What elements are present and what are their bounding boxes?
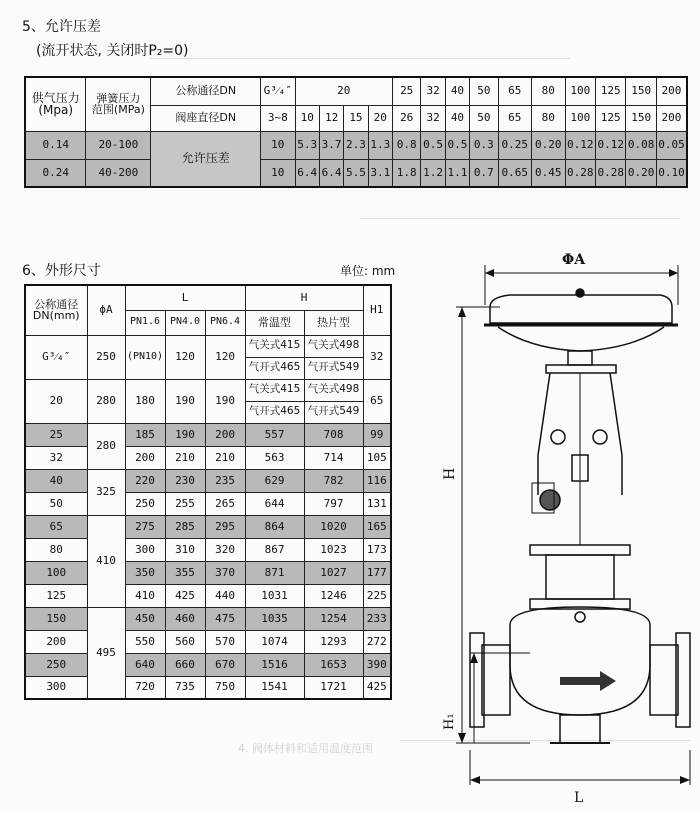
value-cell: 0.5: [445, 131, 469, 159]
valve-bonnet: [546, 555, 614, 599]
value-cell: 1.3: [368, 131, 392, 159]
h-normal-cell: 629: [245, 469, 304, 492]
pn64-cell: 475: [205, 607, 245, 630]
bleed-line: [360, 218, 680, 219]
h-heat-cell: 气开式549: [304, 357, 363, 379]
h-normal-cell: 1074: [245, 630, 304, 653]
seat-value: 12: [319, 105, 343, 131]
seat-value: 200: [656, 105, 687, 131]
arrow-up-icon: [470, 653, 478, 663]
h-heat-cell: 1293: [304, 630, 363, 653]
h1-cell: 173: [363, 538, 391, 561]
pn40-cell: 120: [165, 335, 205, 379]
seat-value: 50: [470, 105, 498, 131]
value-cell: 1.1: [445, 159, 469, 187]
phia-cell: 325: [87, 469, 125, 515]
dn-cell: 200: [25, 630, 87, 653]
h-normal-cell: 1516: [245, 653, 304, 676]
dn-value: 125: [596, 77, 626, 105]
pn64-cell: 750: [205, 676, 245, 699]
section5-subheading: (流开状态, 关闭时P₂=0): [36, 43, 189, 59]
h1-cell: 272: [363, 630, 391, 653]
phia-cell: 410: [87, 515, 125, 607]
seat-value: 100: [565, 105, 595, 131]
value-cell: 3.1: [368, 159, 392, 187]
bleed-text: 4. 阀体材料和适用温度范围: [238, 742, 373, 755]
h-heat-cell: 1023: [304, 538, 363, 561]
h-heat-cell: 797: [304, 492, 363, 515]
pn40-cell: 660: [165, 653, 205, 676]
arrow-left-icon: [485, 269, 494, 277]
h-heat-cell: 气开式549: [304, 401, 363, 423]
h-heat-cell: 1721: [304, 676, 363, 699]
pn40-cell: 285: [165, 515, 205, 538]
h1-cell: 99: [363, 423, 391, 446]
dn-cell: 25: [25, 423, 87, 446]
table-row: [25, 561, 391, 584]
range-cell: 40-200: [86, 159, 151, 187]
dn-cell: 50: [25, 492, 87, 515]
pn64-cell: 235: [205, 469, 245, 492]
h-heat-cell: 气关式498: [304, 379, 363, 401]
value-cell: 0.25: [498, 131, 532, 159]
table-row: [25, 159, 687, 187]
normal-type-header: 常温型: [245, 310, 304, 335]
pn40-cell: 190: [165, 423, 205, 446]
section5-heading: 5、允许压差: [22, 19, 101, 35]
h-normal-cell: 气关式415: [245, 379, 304, 401]
value-cell: 3.7: [319, 131, 343, 159]
pn40-cell: 460: [165, 607, 205, 630]
pn64-cell: 295: [205, 515, 245, 538]
h-normal-cell: 气开式465: [245, 401, 304, 423]
dn-value: 32: [421, 77, 445, 105]
dn-value: 50: [470, 77, 498, 105]
h-heat-cell: 1653: [304, 653, 363, 676]
h-heat-cell: 1020: [304, 515, 363, 538]
pn64-cell: 265: [205, 492, 245, 515]
h-normal-cell: 1035: [245, 607, 304, 630]
pn16-cell: 300: [125, 538, 165, 561]
pn16-cell: 640: [125, 653, 165, 676]
dn-cell: 250: [25, 653, 87, 676]
h1-cell: 32: [363, 335, 391, 379]
pn64-cell: 670: [205, 653, 245, 676]
h-heat-cell: 1246: [304, 584, 363, 607]
dn-cell: 125: [25, 584, 87, 607]
seat-value: 26: [392, 105, 420, 131]
value-cell: 6.4: [295, 159, 319, 187]
valve-body: [510, 607, 650, 715]
yoke-hole-icon: [593, 430, 607, 444]
pn40-cell: 735: [165, 676, 205, 699]
pn16-cell: 350: [125, 561, 165, 584]
h1-cell: 390: [363, 653, 391, 676]
pn64-cell: 320: [205, 538, 245, 561]
yoke-hole-icon: [551, 430, 565, 444]
pn16-cell: 450: [125, 607, 165, 630]
table-row: [25, 469, 391, 492]
table-row: [25, 335, 391, 357]
pn64-cell: 570: [205, 630, 245, 653]
table-row: [25, 538, 391, 561]
h-normal-cell: 644: [245, 492, 304, 515]
value-cell: 0.05: [656, 131, 687, 159]
seat-value: 32: [421, 105, 445, 131]
table-row: [25, 446, 391, 469]
pn16-cell: 200: [125, 446, 165, 469]
pn40-cell: 560: [165, 630, 205, 653]
pn16-cell: 185: [125, 423, 165, 446]
supply-pressure-header: 供气压力 (Mpa): [25, 77, 86, 131]
phia-header: ϕA: [87, 285, 125, 335]
value-cell: 0.20: [626, 159, 656, 187]
left-pipe: [482, 645, 510, 715]
pressure-cell: 0.14: [25, 131, 86, 159]
arrow-left-icon: [470, 776, 480, 784]
h1-label: H₁: [442, 713, 457, 730]
seat-value: 65: [498, 105, 532, 131]
h1-header: H1: [363, 285, 391, 335]
flow-arrow-icon: [600, 671, 616, 691]
table-row: [25, 584, 391, 607]
pn40-cell: 355: [165, 561, 205, 584]
table-row: [25, 607, 391, 630]
value-cell: 10: [261, 159, 296, 187]
value-cell: 5.3: [295, 131, 319, 159]
dn-cell: 32: [25, 446, 87, 469]
seat-value: 125: [596, 105, 626, 131]
pn40-cell: 310: [165, 538, 205, 561]
dn-value: 25: [392, 77, 420, 105]
allow-pressure-label: 允许压差: [151, 131, 261, 187]
pn40-cell: 425: [165, 584, 205, 607]
h-normal-cell: 871: [245, 561, 304, 584]
pn16-cell: 410: [125, 584, 165, 607]
pn64-cell: 200: [205, 423, 245, 446]
h-normal-cell: 867: [245, 538, 304, 561]
value-cell: 0.5: [421, 131, 445, 159]
h-label: H: [442, 467, 458, 480]
l-header: L: [125, 285, 245, 310]
dn-value: 65: [498, 77, 532, 105]
value-cell: 0.10: [656, 159, 687, 187]
pn64-cell: 210: [205, 446, 245, 469]
dn-cell: G³⁄₄″: [25, 335, 87, 379]
pn16-cell: 180: [125, 379, 165, 423]
dimensions-table: [24, 284, 392, 700]
h1-cell: 65: [363, 379, 391, 423]
h-normal-cell: 气开式465: [245, 357, 304, 379]
pn40-cell: 210: [165, 446, 205, 469]
h-heat-cell: 1254: [304, 607, 363, 630]
phia-label: ΦA: [562, 252, 586, 268]
spring-range-header: 弹簧压力 范围(MPa): [86, 77, 151, 131]
pressure-cell: 0.24: [25, 159, 86, 187]
pn64-cell: 120: [205, 335, 245, 379]
positioner-knob-icon: [540, 490, 560, 510]
section6-heading: 6、外形尺寸: [22, 263, 101, 279]
table-row: [25, 630, 391, 653]
dn-header: 公称通径 DN(mm): [25, 285, 87, 335]
table-row: [25, 379, 391, 401]
h1-cell: 177: [363, 561, 391, 584]
unit-label: 单位: mm: [340, 264, 396, 278]
h1-cell: 425: [363, 676, 391, 699]
dn-cell: 40: [25, 469, 87, 492]
phia-cell: 250: [87, 335, 125, 379]
value-cell: 0.20: [532, 131, 566, 159]
dn-cell: 100: [25, 561, 87, 584]
dn-value: 100: [565, 77, 595, 105]
pn16-cell: 220: [125, 469, 165, 492]
h1-cell: 105: [363, 446, 391, 469]
pn64-cell: 370: [205, 561, 245, 584]
value-cell: 0.08: [626, 131, 656, 159]
table-row: [25, 131, 687, 159]
pn16-cell: 720: [125, 676, 165, 699]
h-heat-cell: 714: [304, 446, 363, 469]
arrow-down-icon: [458, 733, 466, 743]
h1-cell: 131: [363, 492, 391, 515]
h-normal-cell: 气关式415: [245, 335, 304, 357]
h1-cell: 165: [363, 515, 391, 538]
seat-dia-header: 阀座直径DN: [151, 105, 261, 131]
allowable-pressure-table: [24, 76, 688, 188]
h-heat-cell: 708: [304, 423, 363, 446]
value-cell: 2.3: [344, 131, 368, 159]
dn-value: 80: [532, 77, 566, 105]
seat-value: 20: [368, 105, 392, 131]
h1-cell: 225: [363, 584, 391, 607]
nominal-dn-header: 公称通径DN: [151, 77, 261, 105]
pn40-cell: 190: [165, 379, 205, 423]
pn64-cell: 440: [205, 584, 245, 607]
value-cell: 1.2: [421, 159, 445, 187]
phia-cell: 495: [87, 607, 125, 699]
pn16-header: PN1.6: [125, 310, 165, 335]
pn16-cell: 250: [125, 492, 165, 515]
dn-cell: 150: [25, 607, 87, 630]
pn64-header: PN6.4: [205, 310, 245, 335]
value-cell: 5.5: [344, 159, 368, 187]
dn-g34: G³⁄₄″: [261, 77, 296, 105]
value-cell: 0.45: [532, 159, 566, 187]
seat-value: 150: [626, 105, 656, 131]
pn16-cell: (PN10): [125, 335, 165, 379]
table-row: [25, 423, 391, 446]
value-cell: 0.12: [596, 131, 626, 159]
dn-cell: 65: [25, 515, 87, 538]
value-cell: 0.28: [565, 159, 595, 187]
value-cell: 0.12: [565, 131, 595, 159]
pn40-header: PN4.0: [165, 310, 205, 335]
pn16-cell: 550: [125, 630, 165, 653]
h-normal-cell: 557: [245, 423, 304, 446]
dn-cell: 80: [25, 538, 87, 561]
h-heat-cell: 气关式498: [304, 335, 363, 357]
pn40-cell: 230: [165, 469, 205, 492]
value-cell: 0.8: [392, 131, 420, 159]
value-cell: 0.65: [498, 159, 532, 187]
h-heat-cell: 782: [304, 469, 363, 492]
h-normal-cell: 1031: [245, 584, 304, 607]
table-row: [25, 515, 391, 538]
value-cell: 0.28: [596, 159, 626, 187]
h-normal-cell: 1541: [245, 676, 304, 699]
dn-value: 200: [656, 77, 687, 105]
l-label: L: [574, 790, 584, 806]
value-cell: 0.7: [470, 159, 498, 187]
range-cell: 20-100: [86, 131, 151, 159]
seat-value: 40: [445, 105, 469, 131]
dn-value: 20: [295, 77, 392, 105]
seat-value: 15: [344, 105, 368, 131]
table-row: [25, 676, 391, 699]
h1-cell: 116: [363, 469, 391, 492]
h-normal-cell: 864: [245, 515, 304, 538]
dn-cell: 300: [25, 676, 87, 699]
value-cell: 6.4: [319, 159, 343, 187]
seat-value: 80: [532, 105, 566, 131]
table-row: [25, 653, 391, 676]
right-pipe: [650, 645, 678, 715]
seat-value: 3~8: [261, 105, 296, 131]
bleed-line: [150, 58, 570, 59]
h-normal-cell: 563: [245, 446, 304, 469]
dn-value: 150: [626, 77, 656, 105]
value-cell: 1.8: [392, 159, 420, 187]
h1-cell: 233: [363, 607, 391, 630]
seat-value: 10: [295, 105, 319, 131]
value-cell: 10: [261, 131, 296, 159]
arrow-right-icon: [680, 776, 690, 784]
value-cell: 0.3: [470, 131, 498, 159]
arrow-up-icon: [458, 307, 466, 317]
dn-value: 40: [445, 77, 469, 105]
heat-type-header: 热片型: [304, 310, 363, 335]
table-row: [25, 492, 391, 515]
dn-cell: 20: [25, 379, 87, 423]
phia-cell: 280: [87, 379, 125, 423]
phia-cell: 280: [87, 423, 125, 469]
pn16-cell: 275: [125, 515, 165, 538]
h-heat-cell: 1027: [304, 561, 363, 584]
pn64-cell: 190: [205, 379, 245, 423]
h-header: H: [245, 285, 363, 310]
actuator-bottom: [498, 327, 664, 351]
pn40-cell: 255: [165, 492, 205, 515]
arrow-right-icon: [669, 269, 678, 277]
actuator-cover: [490, 295, 672, 323]
